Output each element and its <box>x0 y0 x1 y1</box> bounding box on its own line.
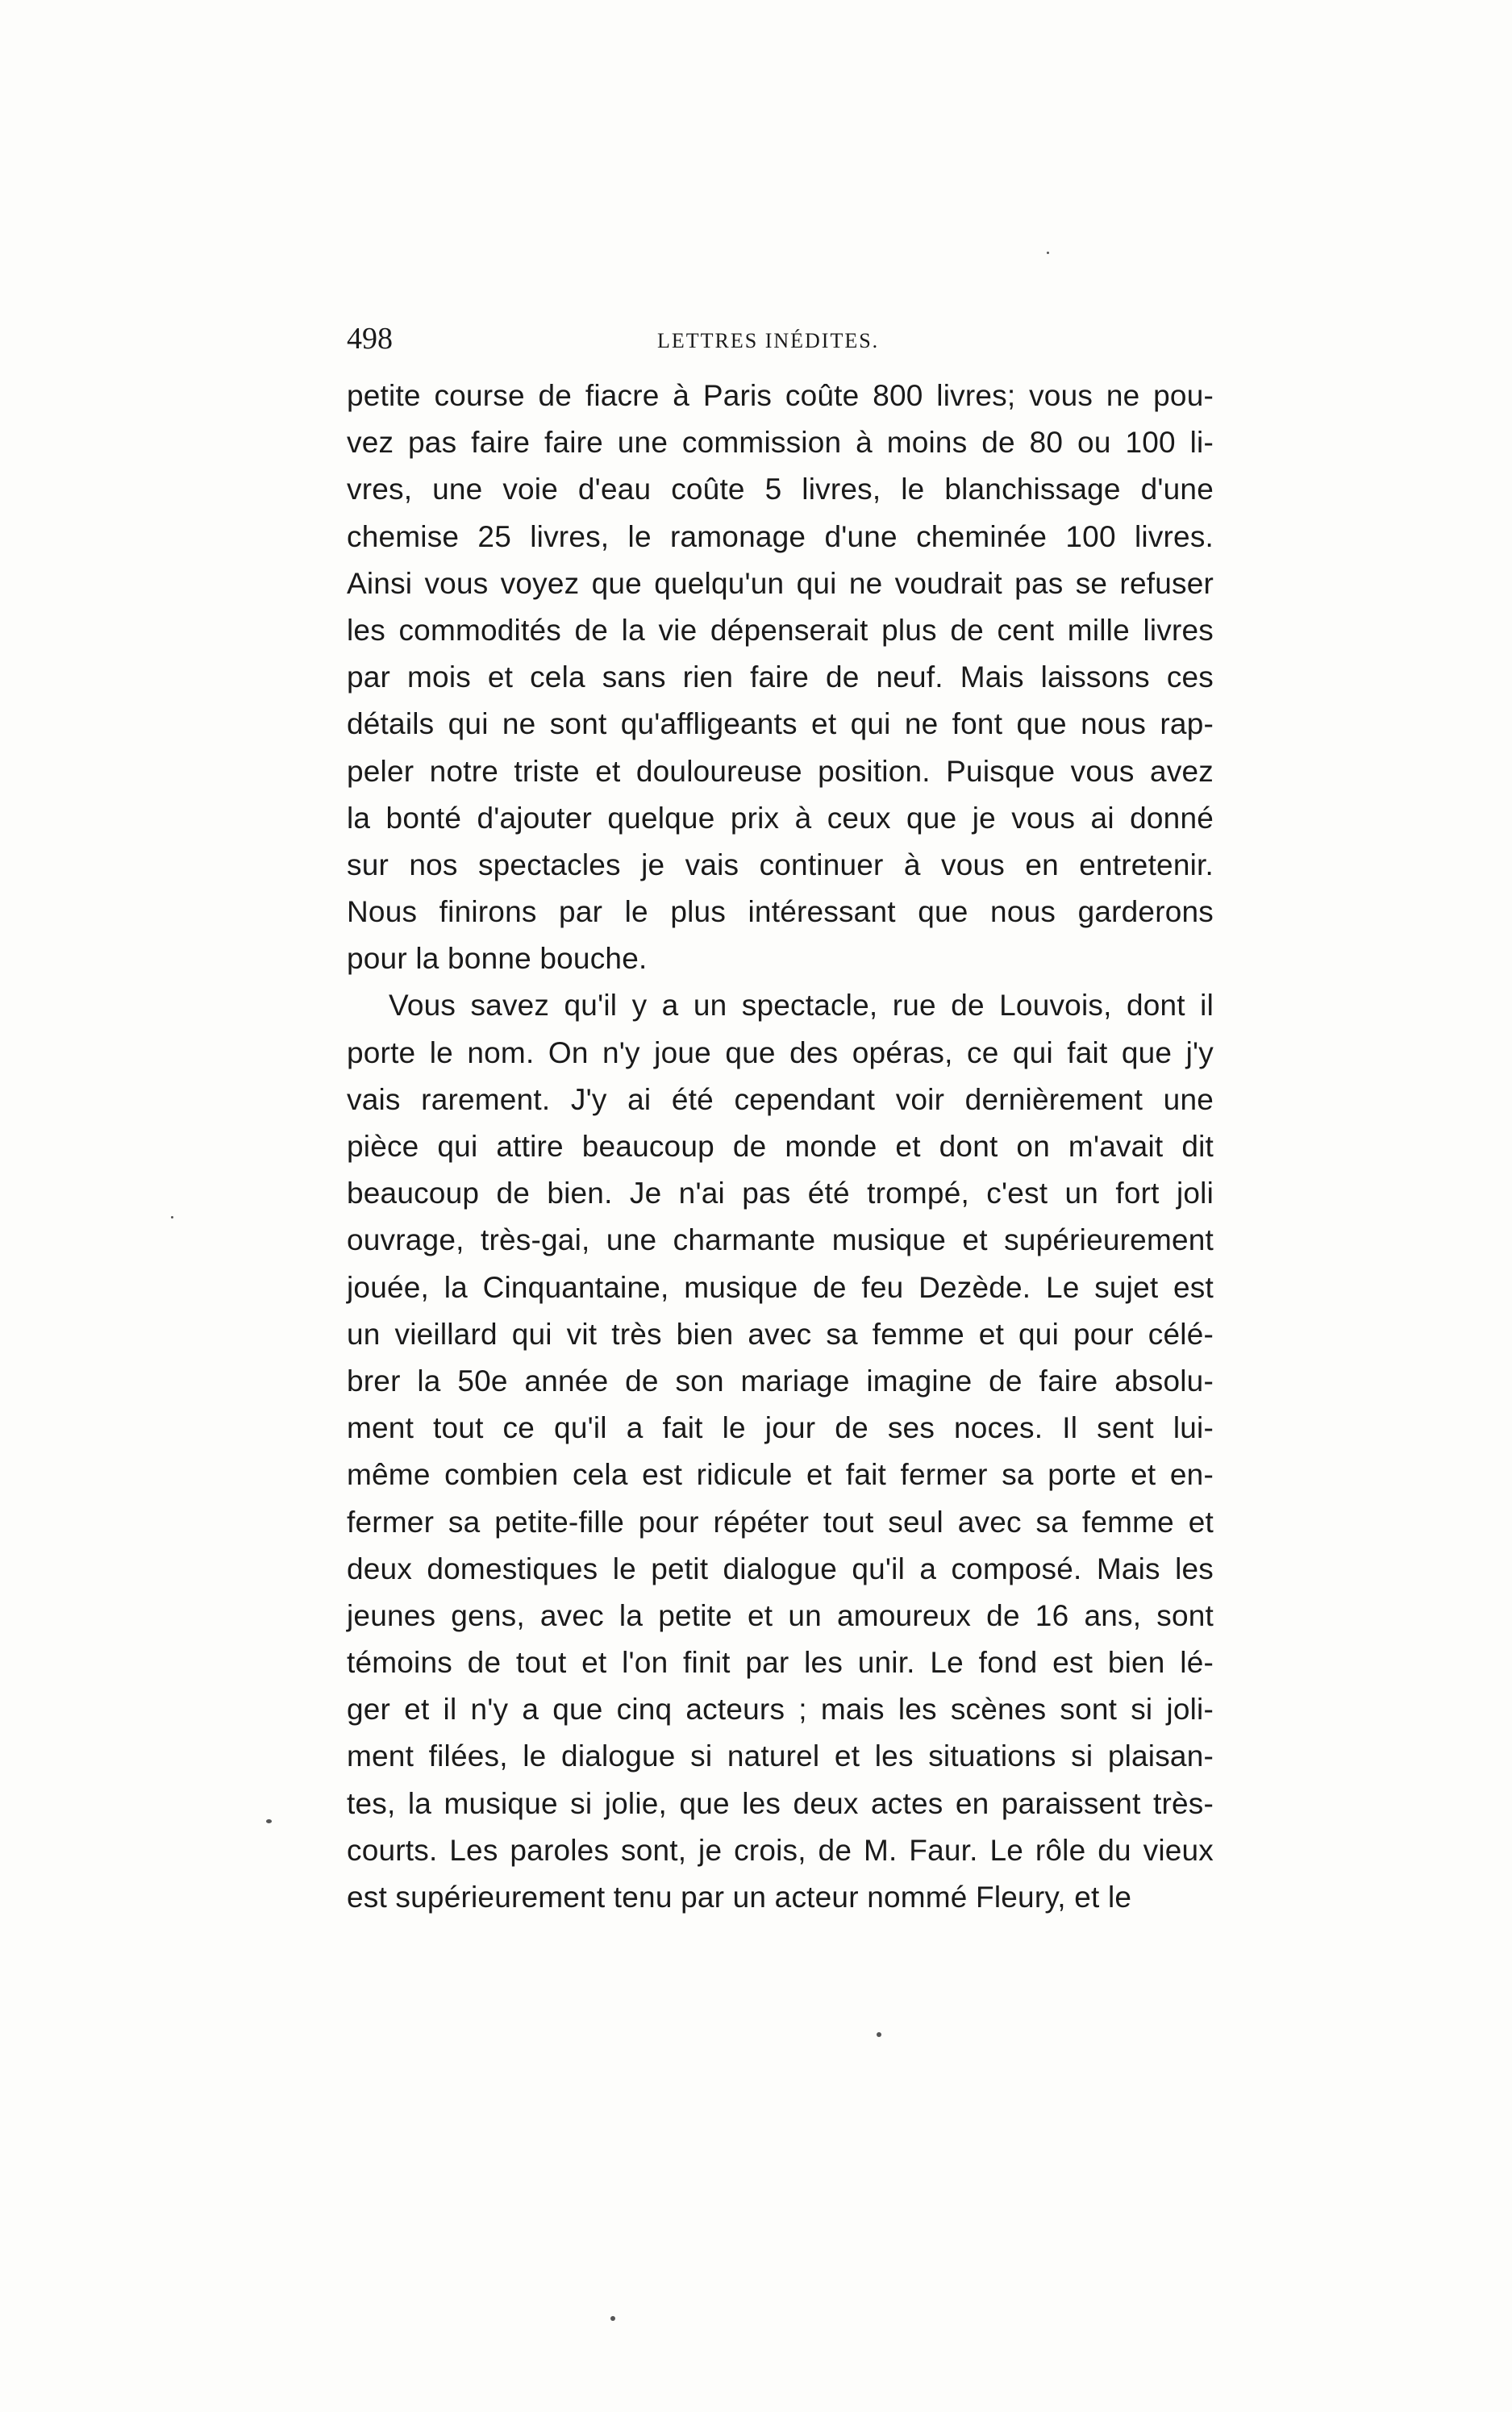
text-line: ger et il n'y a que cinq acteurs ; mais les scènes sont si joli- <box>347 1693 1214 1727</box>
ink-speck <box>877 2032 881 2037</box>
text-line: vres, une voie d'eau coûte 5 livres, le blanchissage d'une <box>347 473 1214 506</box>
text-line: ment filées, le dialogue si naturel et les situations si plaisan- <box>347 1739 1214 1773</box>
text-line: par mois et cela sans rien faire de neuf. Mais laissons ces <box>347 660 1214 694</box>
text-line: est supérieurement tenu par un acteur nommé Fleury, et le <box>347 1881 1132 1914</box>
text-line: ouvrage, très-gai, une charmante musique et supérieurement <box>347 1223 1214 1257</box>
ink-speck <box>171 1216 173 1218</box>
text-line: vez pas faire faire une commission à moins de 80 ou 100 li- <box>347 426 1214 460</box>
text-line: deux domestiques le petit dialogue qu'il a composé. Mais les <box>347 1552 1214 1585</box>
body-text <box>347 373 1214 1921</box>
text-line: peler notre triste et douloureuse position. Puisque vous avez <box>347 754 1214 788</box>
ink-speck <box>610 2316 615 2321</box>
text-line: Vous savez qu'il y a un spectacle, rue de Louvois, dont il <box>389 989 1214 1023</box>
text-line: fermer sa petite-fille pour répéter tout seul avec sa femme et <box>347 1505 1214 1539</box>
text-line: détails qui ne sont qu'affligeants et qui ne font que nous rap- <box>347 707 1214 741</box>
text-line: vais rarement. J'y ai été cependant voir dernièrement une <box>347 1082 1214 1116</box>
text-line: petite course de fiacre à Paris coûte 800 livres; vous ne pou- <box>347 379 1214 412</box>
text-line: les commodités de la vie dépenserait plus de cent mille livres <box>347 613 1214 647</box>
text-line: jeunes gens, avec la petite et un amoureux de 16 ans, sont <box>347 1598 1214 1632</box>
text-line: chemise 25 livres, le ramonage d'une cheminée 100 livres. <box>347 519 1214 553</box>
text-line: Ainsi vous voyez que quelqu'un qui ne voudrait pas se refuser <box>347 566 1214 600</box>
ink-speck <box>1047 252 1049 254</box>
text-line: jouée, la Cinquantaine, musique de feu Dezède. Le sujet est <box>347 1270 1214 1304</box>
ink-speck <box>266 1819 272 1823</box>
running-title: LETTRES INÉDITES. <box>657 329 880 352</box>
text-line: tes, la musique si jolie, que les deux actes en paraissent très- <box>347 1786 1214 1820</box>
text-line: la bonté d'ajouter quelque prix à ceux que je vous ai donné <box>347 801 1214 835</box>
text-line: beaucoup de bien. Je n'ai pas été trompé, c'est un fort joli <box>347 1177 1214 1210</box>
text-line: pièce qui attire beaucoup de monde et dont on m'avait dit <box>347 1130 1214 1163</box>
page-number: 498 <box>347 322 393 356</box>
text-line: porte le nom. On n'y joue que des opéras, ce qui fait que j'y <box>347 1035 1214 1069</box>
text-line: pour la bonne bouche. <box>347 942 648 976</box>
running-header <box>347 321 1214 361</box>
text-line: courts. Les paroles sont, je crois, de M. Faur. Le rôle du vieux <box>347 1833 1214 1867</box>
text-line: même combien cela est ridicule et fait fermer sa porte et en- <box>347 1458 1214 1492</box>
text-line: ment tout ce qu'il a fait le jour de ses noces. Il sent lui- <box>347 1411 1214 1445</box>
text-line: témoins de tout et l'on finit par les unir. Le fond est bien lé- <box>347 1646 1214 1680</box>
text-line: sur nos spectacles je vais continuer à vous en entretenir. <box>347 848 1214 881</box>
text-line: Nous finirons par le plus intéressant que nous garderons <box>347 895 1214 929</box>
text-line: un vieillard qui vit très bien avec sa femme et qui pour célé- <box>347 1317 1214 1351</box>
text-line: brer la 50e année de son mariage imagine de faire absolu- <box>347 1364 1214 1398</box>
